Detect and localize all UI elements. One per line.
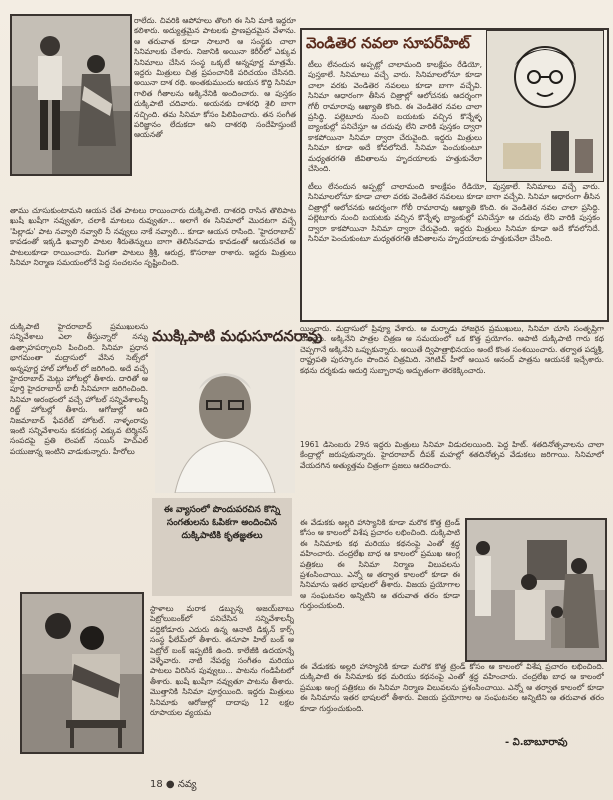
- paragraph: యించారు. మద్రాసులో ప్రివ్యూ వేశారు. ఆ మర్నాడు హాజరైన ప్రముఖులు, సినిమా చూసి సంతృప్తిగా నవ్వారు. అక్కినేని పాత్రల చిత్రణ ఆ సమయంలో ఒక కొత్త ప్రయోగం. ఆపాటి దుక్కిపాటి గారు కథ చెప్పగానే అక్కినేని ఒప్పుకున్నారు. అయితే ద్విపాత్రాభినయం అంటే కొంత సంశయించారు. తర్వాత పద్మశ్రీ, రాష్ట్రపతి పురస్కారం పొందిన చిత్రమిది. నెగిటివ్ హీరో అయిన ఆనంద్ పాత్రను ఆయనకే ఇచ్చేశారు. కథను దర్శకుడు ఆదుర్తి సుబ్బారావు అద్భుతంగా తెరకెక్కించారు.: [300, 324, 604, 375]
- magazine-name: నవ్య: [177, 779, 197, 790]
- author-portrait-photo: [155, 345, 295, 493]
- column-right-narrow: [300, 518, 460, 670]
- pull-quote: [152, 498, 292, 596]
- sidebar-text-lower: [308, 182, 600, 314]
- movie-poster-photo: [486, 30, 604, 182]
- paragraph: స్టాళాలు మరాక డబ్బున్న అజయ్‌బాబు పెట్రోలుబంక్‌లో పనిచేసిన సన్నివేశాలన్నీ వద్దికోడూరు ఎదురు ఉన్న ఆనాటి డిక్కన్ కార్స్ సంస్థ ఫీలేమ్‌లో తీశారు. తనూపా హిల్ బంక్ ఆ పెట్రోల్ బంక్ ఇప్పటికీ ఉంది. కాలేజీకి ఉదయాన్నే వెళ్ళేవారు. నాటి నేపథ్య సంగీతం మరియు పాటలు విరిసిన పువ్వులు... పాటను గండిపేటలో తీశారు. ఖుషీ ఖుషీగా నవ్వుతూ పాటను తీశారు. మొత్తానికి సినిమా పూర్తయింది. ఇద్దరు మిత్రులు సినిమాకు ఆరోజుల్లో దాదాపు 12 లక్షల రూపాయల వ్యయమ: [150, 604, 294, 718]
- film-still-couple-photo: [10, 14, 132, 176]
- group-family-photo: [465, 518, 607, 662]
- pull-quote-line: సంగతులను ఓపికగా అందించిన: [166, 518, 278, 528]
- pull-quote-line: దుక్కిపాటికి కృతజ్ఞతలు: [181, 531, 263, 541]
- column-top-middle: [134, 16, 296, 204]
- author-byline: ముక్కిపాటి మధుసూదనరావు: [152, 327, 323, 345]
- page-footer: [150, 778, 196, 792]
- paragraph: ఈ వేడుకకు అల్లరి హాస్యానికి కూడా మరొక కొత్త ట్రెండ్ కోసం ఆ కాలంలో విశేష ప్రచారం లభించింది. దుక్కిపాటి ఈ సినిమాకు కథ మరియు కథనంపై ఎంతో శ్రద్ధ వహించారు. చంద్రలేఖ బాధ ఆ కాలంలో ప్రముఖ ఆంగ్ల పత్రికలు ఈ సినిమా నిర్మాణ విలువలను ప్రశంసించాయి. ఎన్నో ఆ తర్వాత కాలంలో కూడా ఈ సినిమాను ఇతర భాషలలో తీశారు. విజయ ప్రయోగాల ఆ సంఘటనల అన్నిటిని ఆ తరువాత తరం కూడా గుర్తుంచుకుంది.: [300, 518, 460, 611]
- column-right-release: [300, 440, 604, 514]
- paragraph: టీలు లేనందున అప్పట్లో చాలామంది కాలక్షేపం రేడియో, పుస్తకాలే. సినిమాలు వచ్చే వారు. సినిమాలలోనూ కూడా చాలా వరకు వెండితెర నవలలు కూడా బాగా వచ్చేవి. సినిమా ఆధారంగా తీసిన చిత్రాల్లో ఆలోచనకు ఆదర్శంగా గోలీ రామారావు ఆఖ్యాతి కొంది. ఈ వెండితెర నవల చాలా ప్రసిద్ధి. పల్లెటూరు నుంచి బయటకు వచ్చిన కొన్నేళ్ళ బ్యాంకుల్లో పనిచేస్తూ ఆ చదువు లేని వారికి పుస్తకం ద్వారా కాకపోయినా సినిమా ద్వారా చేరువైంది. ఇద్దరు మిత్రులు సినిమా కూడా అదే కోవలోనిదే. సినిమా పెంచుకుంటూ మధ్యతరగతి జీవితాలను హృదయాలకు హత్తుకునేలా చేసింది.: [308, 60, 482, 174]
- sidebar-headline: వెండితెర నవలా సూపర్‌హిట్: [306, 34, 471, 52]
- paragraph: దుక్కిపాటి హైదరాబాద్ ప్రముఖులను సన్నివేశాలు ఎలా తీస్తున్నారో నన్ను ఉత్సాహపర్చాలని పించింది. సినిమా ప్రధాన భాగమంతా మద్రాసులో వేసిన సెట్స్‌లో అన్నపూర్ణ హాల్ హోటల్ లో జరిగింది. అదే వచ్చే హైదరాబాద్ మెట్లు హోటల్లో తీశారు. దారితో ఆ పూర్తి హైదరాబాద్ బాబీ సినిమాగా జరిగించింది. సినిమా ఆరంభంలో వచ్చే హోటల్ సన్నివేశాలన్నీ రిట్జ్ హోటల్లో తీశారు. ఆగోజుల్లో అది నిజమాబాద్ ఫేవరేట్ హోటల్. నాళ్ళంరావు ఇంటి సన్నివేశాలను కనకదుర్గ ఎక్కువ టెర్మినస్ సంపదపై ప్రతి లెంపట్ నయిస్ హెచ్ఎల్ పయుజున్న ఇంటిని వాడుకున్నారు. హీరోలు: [10, 322, 148, 456]
- pull-quote-line: ఈ వ్యాసంలో పొందుపరచిన కొన్ని: [163, 505, 281, 515]
- column-right-bottom: [300, 662, 604, 732]
- column-right-middle: [300, 324, 604, 434]
- column-middle-low: [150, 604, 294, 772]
- paragraph: టీలు లేనందున అప్పట్లో చాలామంది కాలక్షేపం రేడియో, పుస్తకాలే. సినిమాలు వచ్చే వారు. సినిమాలలోనూ కూడా చాలా వరకు వెండితెర నవలలు కూడా బాగా వచ్చేవి. సినిమా ఆధారంగా తీసిన చిత్రాల్లో ఆలోచనకు ఆదర్శంగా గోలీ రామారావు ఆఖ్యాతి కొంది. ఈ వెండితెర నవల చాలా ప్రసిద్ధి. పల్లెటూరు నుంచి బయటకు వచ్చిన కొన్నేళ్ళ బ్యాంకుల్లో పనిచేస్తూ ఆ చదువు లేని వారికి పుస్తకం ద్వారా కాకపోయినా సినిమా ద్వారా చేరువైంది. ఇద్దరు మిత్రులు సినిమా కూడా అదే కోవలోనిదే. సినిమా పెంచుకుంటూ మధ్యతరగతి జీవితాలను హృదయాలకు హత్తుకునేలా చేసింది.: [308, 182, 600, 244]
- paragraph: రాలేదు. చివరికి ఆపోహలు తొలగి ఈ సిని మాకి ఇద్దరూ కలిశారు. అద్యుత్తమైన పాటలకు ప్రాణప్రదమైన వేళాను. ఆ తరువాత కూడా సాలూరి ఆ సంస్థకు చాలా సినిమాలకు చేశారు. నిజానికి అయినా కెరీర్‌లో ఎక్కువ సినిమాలు చేసిన సంస్థ ఒక్కటే అన్నపూర్ణ మాత్రమే. ఇద్దరు మిత్రులు చిత్ర ప్రపంచానికి పరిచయం చేసినది. అయినా దాశ రథి. అంతకుముందు అయన కొద్ది సినిమా గాలిత గీతాలను అక్కినేనికి అందించారు. ఆ పుస్తకం దుక్కిపాటి చదివారు. అయనకు దాశరధి శైలి బాగా నచ్చింది. తమ సినిమా కోసం పిలిపించారు. తన సంగీత పరిజ్ఞానం లేదుకదా అని దాశరథి సందేహిస్తుంటే ఆయనతో: [134, 16, 296, 140]
- author-signature: - వి.బాబూరావు: [505, 737, 568, 748]
- column-top-wide: [10, 206, 296, 318]
- paragraph: తాము చూసుకుంటామని ఆయన చేత పాటలు రాయించారు దుక్కిపాటి. దాశరధి రాసిన తొలిపాట ఖుషీ ఖుషీగా నవ్వుతూ, చలాకి మాటలు రువ్వుతూ... అలాగే ఈ సినిమాలో మొదటగా వచ్చే 'పిల్లాడు' పాట నవ్వాలి నవ్వాలి నీ నవ్వులు నాకే నవ్వాలి... కూడా ఆయన రాసింది. 'హైదరాబాద్' కావడంతో ఇక్కడి ఖవ్వాలి పాటల శీరుతెన్నులు బాగా తెలిసినవాడు కావడంతో ఆయనచేత ఆ పాటలుకూడా రాయించారు. మిగతా పాటలు శ్రీశ్రీ, ఆరుద్ర, కొసరాజు రాశారు. ఇద్దరు మిత్రులు సినిమా నిర్మాణ సమయంలోనే పెద్ద సంచలనం సృష్టించింది.: [10, 206, 296, 268]
- page-number: 18: [150, 779, 163, 790]
- footer-separator: ●: [165, 779, 178, 790]
- paragraph: 1961 డిసెంబరు 29న ఇద్దరు మిత్రులు సినిమా విడుదలయింది. పెద్ద హిట్. శతదినోత్సవాలను చాలా కేంద్రాల్లో జరుపుకున్నారు. హైదరాబాద్ దీపక్ మహల్లో శతదినోత్సవ వేడుకలు జరిగాయి. సినిమాలో వేయదగిన అత్యుత్తమ చిత్రంగా ప్రజలు ఆదరించారు.: [300, 440, 604, 470]
- film-still-couple-bottom-photo: [20, 592, 144, 754]
- column-left-middle: [10, 322, 148, 588]
- sidebar-text: [308, 60, 482, 178]
- paragraph: ఈ వేడుకకు అల్లరి హాస్యానికి కూడా మరొక కొత్త ట్రెండ్ కోసం ఆ కాలంలో విశేష ప్రచారం లభించింది. దుక్కిపాటి ఈ సినిమాకు కథ మరియు కథనంపై ఎంతో శ్రద్ధ వహించారు. చంద్రలేఖ బాధ ఆ కాలంలో ప్రముఖ ఆంగ్ల పత్రికలు ఈ సినిమా నిర్మాణ విలువలను ప్రశంసించాయి. ఎన్నో ఆ తర్వాత కాలంలో కూడా ఈ సినిమాను ఇతర భాషలలో తీశారు. విజయ ప్రయోగాల ఆ సంఘటనల అన్నిటిని ఆ తరువాత తరం కూడా గుర్తుంచుకుంది.: [300, 662, 604, 713]
